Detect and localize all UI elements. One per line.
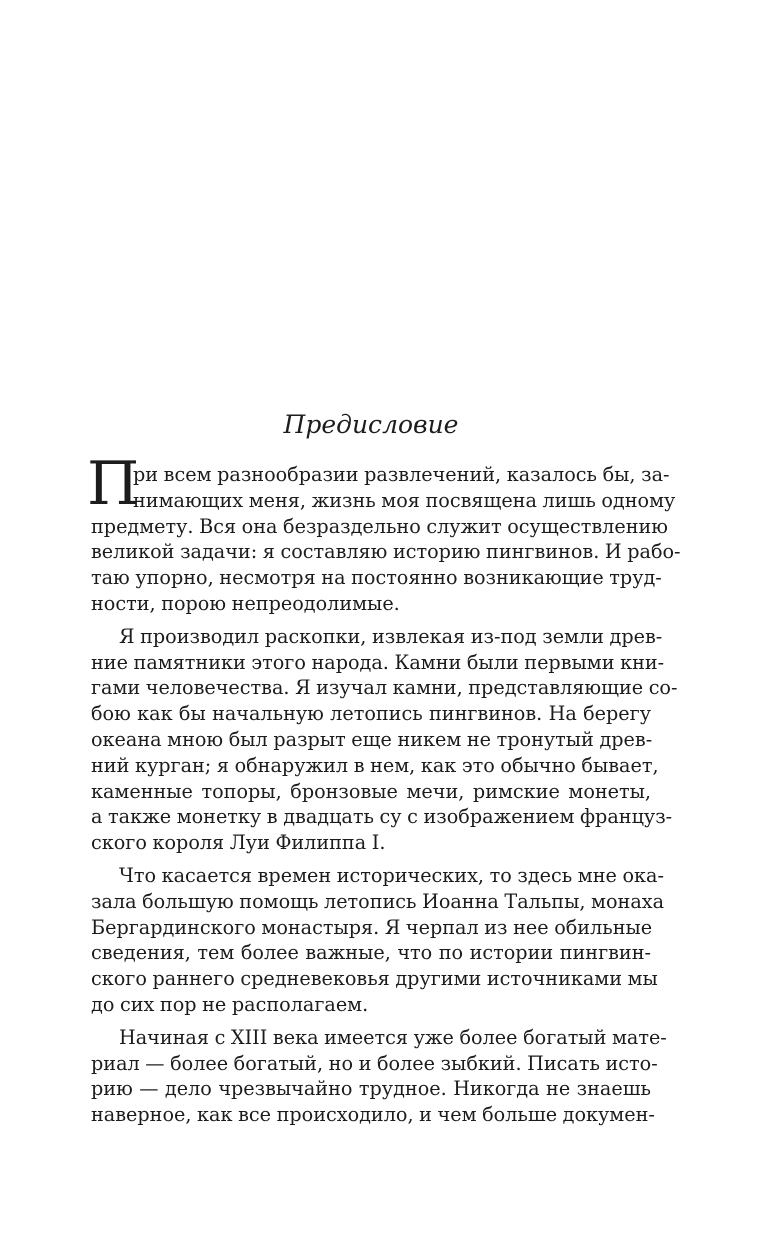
text-line: каменные топоры, бронзовые мечи, римские монеты, — [91, 779, 651, 803]
text-line: предмету. Вся она безраздельно служит осуществлению — [91, 514, 669, 538]
text-line: Бергардинского монастыря. Я черпал из нее обильные — [91, 915, 653, 939]
paragraph — [87, 449, 681, 617]
text-line: наверное, как все происходило, и чем больше докумен- — [91, 1103, 655, 1127]
text-line: а также монетку в двадцать су с изображением француз- — [91, 805, 673, 829]
text-line: сведения, тем более важные, что по истории пингвин- — [91, 941, 651, 965]
text-line: Начиная с XIII века имеется уже более богатый мате- — [119, 1025, 667, 1049]
text-line: ний курган; я обнаружил в нем, как это обычно бывает, — [91, 753, 659, 777]
text-line: океана мною был разрыт еще никем не тронутый древ- — [91, 727, 653, 751]
text-line: бою как бы начальную летопись пингвинов. На берегу — [91, 702, 651, 726]
text-line: до сих пор не располагаем. — [91, 992, 369, 1016]
text-line: гами человечества. Я изучал камни, представляющие со- — [91, 676, 678, 700]
text-line: ние памятники этого народа. Камни были первыми кни- — [91, 650, 665, 674]
chapter-title: Предисловие — [283, 410, 459, 439]
text-line: ри всем разнообразии развлечений, казалось бы, за- — [133, 463, 670, 486]
paragraph — [91, 624, 678, 856]
text-line: великой задачи: я составляю историю пингвинов. И рабо- — [91, 540, 681, 564]
text-line: нимающих меня, жизнь моя посвящена лишь одному — [133, 488, 676, 512]
text-line: ского раннего средневековья другими источниками мы — [91, 967, 658, 991]
text-line: ского короля Луи Филиппа I. — [91, 831, 386, 855]
text-line: ности, порою непреодолимые. — [91, 591, 400, 615]
text-line: Я производил раскопки, извлекая из-под земли древ- — [119, 624, 663, 648]
text-line: риал — более богатый, но и более зыбкий. Писать исто- — [91, 1051, 658, 1075]
text-line: Что касается времен исторических, то здесь мне ока- — [119, 863, 664, 887]
text-line: рию — дело чрезвычайно трудное. Никогда не знаешь — [91, 1077, 651, 1101]
text-line: зала большую помощь летопись Иоанна Тальпы, монаха — [91, 889, 665, 913]
drop-cap: П — [87, 449, 140, 519]
paragraph — [91, 1025, 667, 1128]
text-line: таю упорно, несмотря на постоянно возникающие труд- — [91, 566, 662, 590]
body-text — [87, 449, 681, 1135]
paragraph — [91, 863, 665, 1018]
